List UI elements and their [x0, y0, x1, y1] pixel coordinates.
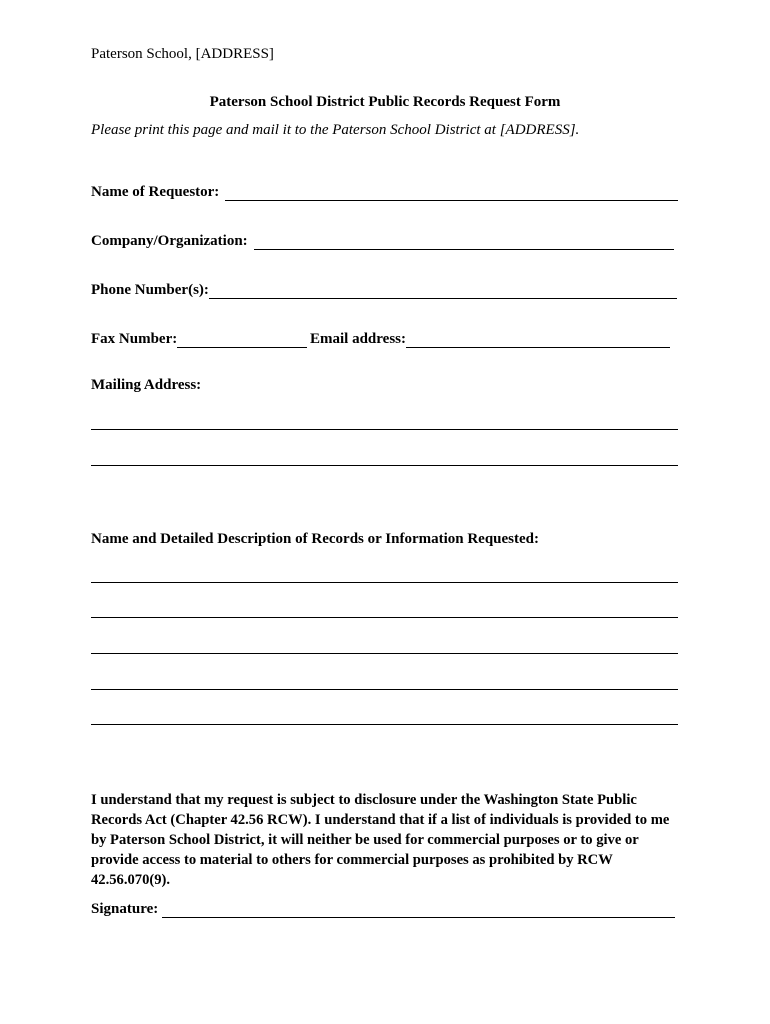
page-title: Paterson School District Public Records Request Form: [209, 94, 561, 110]
signature-input[interactable]: [162, 903, 675, 918]
requestor-name-field: [91, 181, 678, 201]
phone-input[interactable]: [209, 284, 677, 299]
disclosure-statement: I understand that my request is subject to disclosure under the Washington State Public Records Act (Chapter 42.56 RCW). I understand that if a list of individuals is provided to me by Paterson School District, it will neither be used for commercial purposes or to give or provide access to material to others for commercial purposes as prohibited by RCW 42.56.070(9).: [91, 792, 670, 888]
phone-label: Phone Number(s):: [91, 282, 209, 298]
records-line-4[interactable]: [91, 689, 678, 690]
requestor-name-label: Name of Requestor:: [91, 184, 220, 200]
instructions-text: Please print this page and mail it to the Paterson School District at [ADDRESS].: [91, 122, 580, 138]
fax-input[interactable]: [177, 333, 307, 348]
header-address: Paterson School, [ADDRESS]: [91, 46, 274, 62]
company-label: Company/Organization:: [91, 233, 248, 249]
records-line-3[interactable]: [91, 653, 678, 654]
mailing-address-line-1[interactable]: [91, 429, 678, 430]
records-line-1[interactable]: [91, 582, 678, 583]
company-field: [91, 230, 674, 250]
email-input[interactable]: [406, 333, 670, 348]
records-line-5[interactable]: [91, 724, 678, 725]
mailing-address-label: Mailing Address:: [91, 377, 202, 393]
mailing-address-line-2[interactable]: [91, 465, 678, 466]
email-label: Email address:: [310, 331, 406, 347]
records-description-label: Name and Detailed Description of Records or Information Requested:: [91, 531, 540, 547]
email-field: [310, 328, 670, 348]
signature-field: [91, 898, 675, 918]
signature-label: Signature:: [91, 901, 159, 917]
fax-label: Fax Number:: [91, 331, 178, 347]
phone-field: [91, 279, 677, 299]
company-input[interactable]: [254, 235, 674, 250]
records-line-2[interactable]: [91, 617, 678, 618]
fax-field: [91, 328, 307, 348]
requestor-name-input[interactable]: [225, 186, 678, 201]
